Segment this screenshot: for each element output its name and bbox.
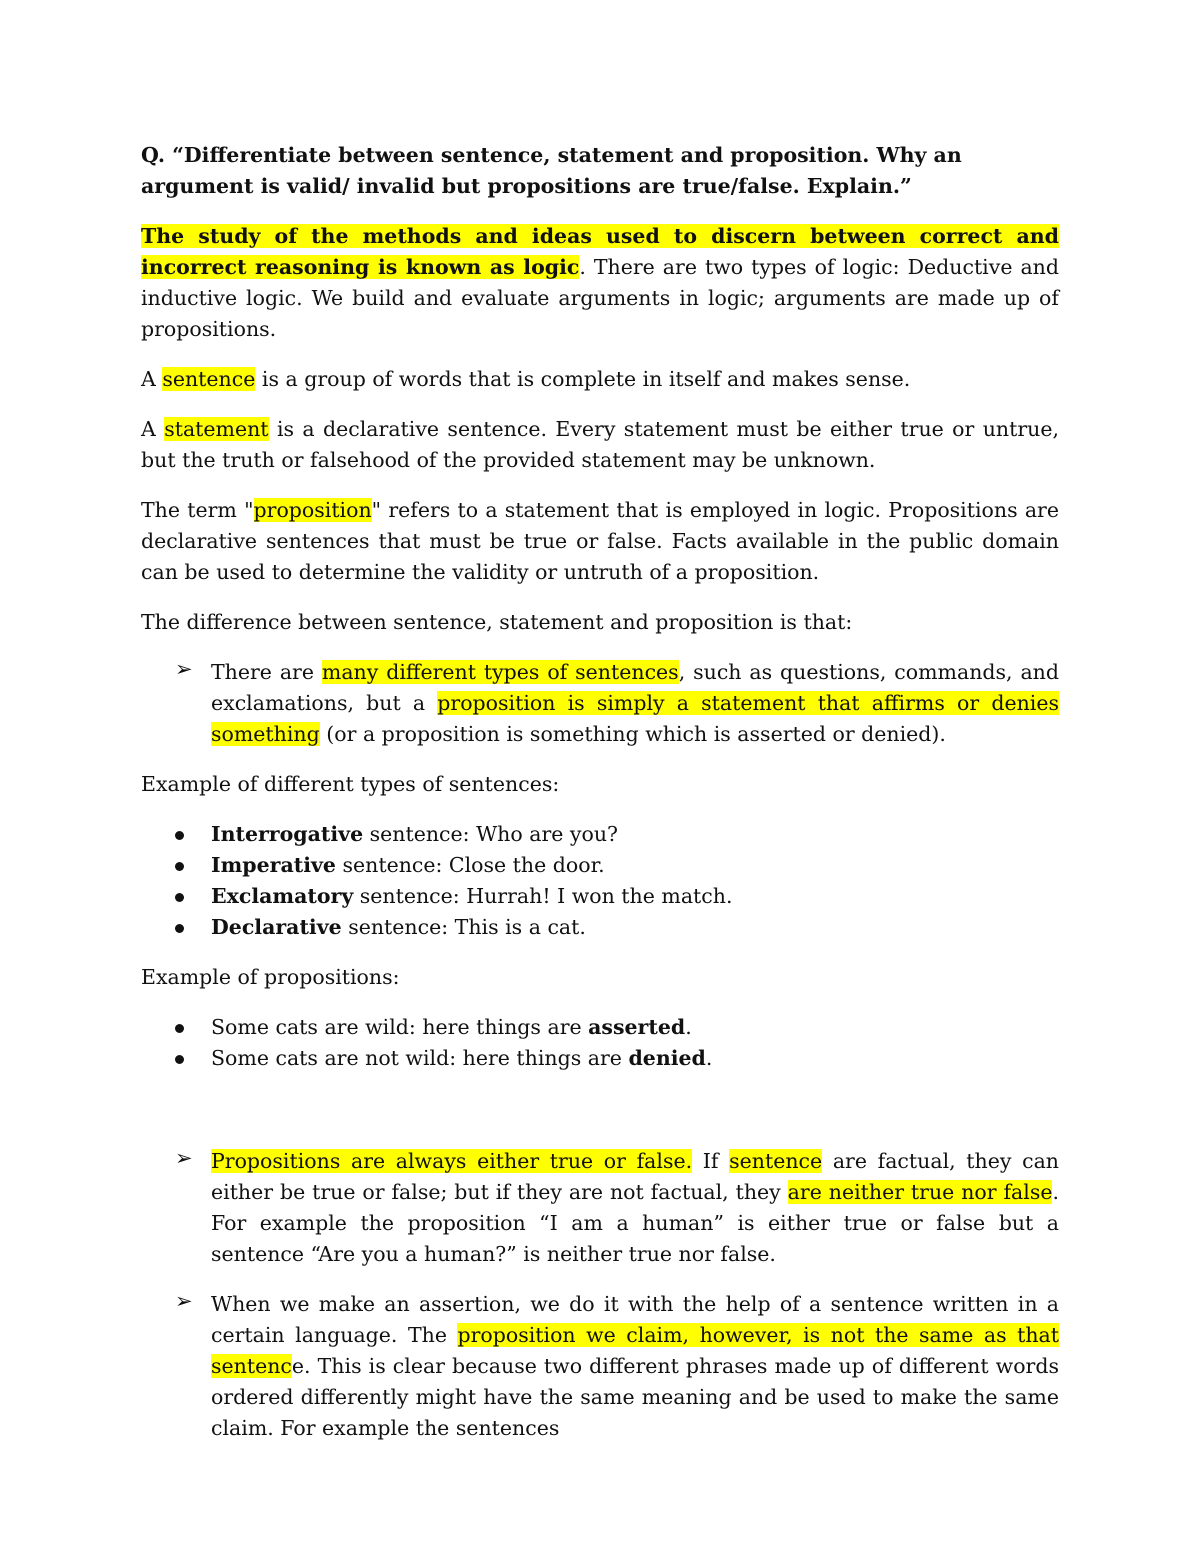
- term: Interrogative: [211, 822, 364, 846]
- bullet-dot-icon: [175, 924, 184, 933]
- text-span: When we make an assertion, we do it with the help of a sentence written in a certain language. The: [211, 1292, 1059, 1347]
- text-span: .: [705, 1046, 713, 1070]
- text-span: If: [692, 1149, 730, 1173]
- difference-point-3-text: [211, 1289, 1059, 1444]
- list-item: [141, 881, 1059, 912]
- difference-point-2: [141, 1146, 1059, 1270]
- statement-definition-paragraph: [141, 414, 1059, 476]
- propositions-list: [141, 1012, 1059, 1074]
- bullet-dot-icon: [175, 1055, 184, 1064]
- text-span: Some cats are wild: here things are: [211, 1015, 589, 1039]
- text-span: is a group of words that is complete in itself and makes sense.: [255, 367, 911, 391]
- sentence-highlight: sentence: [162, 367, 256, 391]
- text-span: " refers to a statement that is employed in logic. Propositions are declarative sentences that must be true or false. Facts available in the public domain can be used to determine the validity or untruth of a proposition.: [141, 498, 1059, 584]
- text-span: . For example the proposition “I am a human” is either true or false but a sentence “Are you a human?” is neither true nor false.: [211, 1180, 1059, 1266]
- text-span: .: [685, 1015, 692, 1039]
- arrow-bullet-icon: ➢: [175, 1146, 193, 1170]
- difference-point-2-text: [211, 1146, 1059, 1270]
- list-item: [141, 1012, 1059, 1043]
- difference-point-1-text: [211, 657, 1059, 750]
- text-span: is a declarative sentence. Every statement must be either true or untrue, but the truth or falsehood of the provided statement may be unknown.: [141, 417, 1059, 472]
- text-span: are factual, they can either be true or false; but if they are not factual, they: [211, 1149, 1059, 1204]
- bold-word: denied: [628, 1046, 706, 1070]
- highlight: many different types of sentences: [321, 660, 679, 684]
- logic-definition-rest: . There are two types of logic: Deductive and inductive logic. We build and evaluate arguments in logic; arguments are made up of propositions.: [141, 255, 1059, 341]
- highlight: proposition we claim, however, is not the same as that sentenc: [211, 1323, 1059, 1378]
- highlight: are neither true nor false: [787, 1180, 1053, 1204]
- list-item: [141, 850, 1059, 881]
- term: Imperative: [211, 853, 336, 877]
- proposition-definition-paragraph: [141, 495, 1059, 588]
- sentence-types-list: [141, 819, 1059, 943]
- text-span: sentence: Hurrah! I won the match.: [353, 884, 733, 908]
- term: Declarative: [211, 915, 342, 939]
- term: Exclamatory: [211, 884, 354, 908]
- text-span: There are: [211, 660, 322, 684]
- list-item: [141, 912, 1059, 943]
- document-body: [141, 140, 1059, 1444]
- text-span: sentence: Close the door.: [335, 853, 605, 877]
- question-heading: Q. “Differentiate between sentence, statement and proposition. Why an argument is valid/ invalid but propositions are true/false. Explain.”: [141, 143, 962, 198]
- proposition-highlight: proposition: [253, 498, 372, 522]
- bullet-dot-icon: [175, 831, 184, 840]
- text-span: The term ": [141, 498, 254, 522]
- sentence-definition-paragraph: [141, 364, 1059, 395]
- list-item: [141, 819, 1059, 850]
- bullet-dot-icon: [175, 893, 184, 902]
- highlight: sentence: [729, 1149, 823, 1173]
- highlight: proposition is simply a statement that affirms or denies something: [211, 691, 1059, 746]
- propositions-label: Example of propositions:: [141, 965, 400, 989]
- sentence-types-label: Example of different types of sentences:: [141, 772, 560, 796]
- text-span: sentence: Who are you?: [363, 822, 619, 846]
- logic-definition-highlight: The study of the methods and ideas used to discern between correct and incorrect reasoning is known as logic: [141, 224, 1059, 279]
- text-span: Some cats are not wild: here things are: [211, 1046, 629, 1070]
- difference-point-3: [141, 1289, 1059, 1444]
- bold-word: asserted: [588, 1015, 686, 1039]
- difference-point-1: [141, 657, 1059, 750]
- text-span: A: [141, 367, 163, 391]
- highlight: Propositions are always either true or false.: [211, 1149, 693, 1173]
- logic-definition-paragraph: [141, 221, 1059, 345]
- text-span: sentence: This is a cat.: [341, 915, 586, 939]
- text-span: e. This is clear because two different phrases made up of different words ordered differently might have the same meaning and be used to make the same claim. For example the sentences: [211, 1354, 1059, 1440]
- text-span: (or a proposition is something which is asserted or denied).: [319, 722, 946, 746]
- bullet-dot-icon: [175, 1024, 184, 1033]
- arrow-bullet-icon: ➢: [175, 1289, 193, 1313]
- statement-highlight: statement: [164, 417, 269, 441]
- spacer: [141, 1093, 1059, 1146]
- difference-intro: The difference between sentence, statement and proposition is that:: [141, 610, 853, 634]
- bullet-dot-icon: [175, 862, 184, 871]
- arrow-bullet-icon: ➢: [175, 657, 193, 681]
- text-span: , such as questions, commands, and exclamations, but a: [211, 660, 1059, 715]
- text-span: A: [141, 417, 165, 441]
- list-item: [141, 1043, 1059, 1074]
